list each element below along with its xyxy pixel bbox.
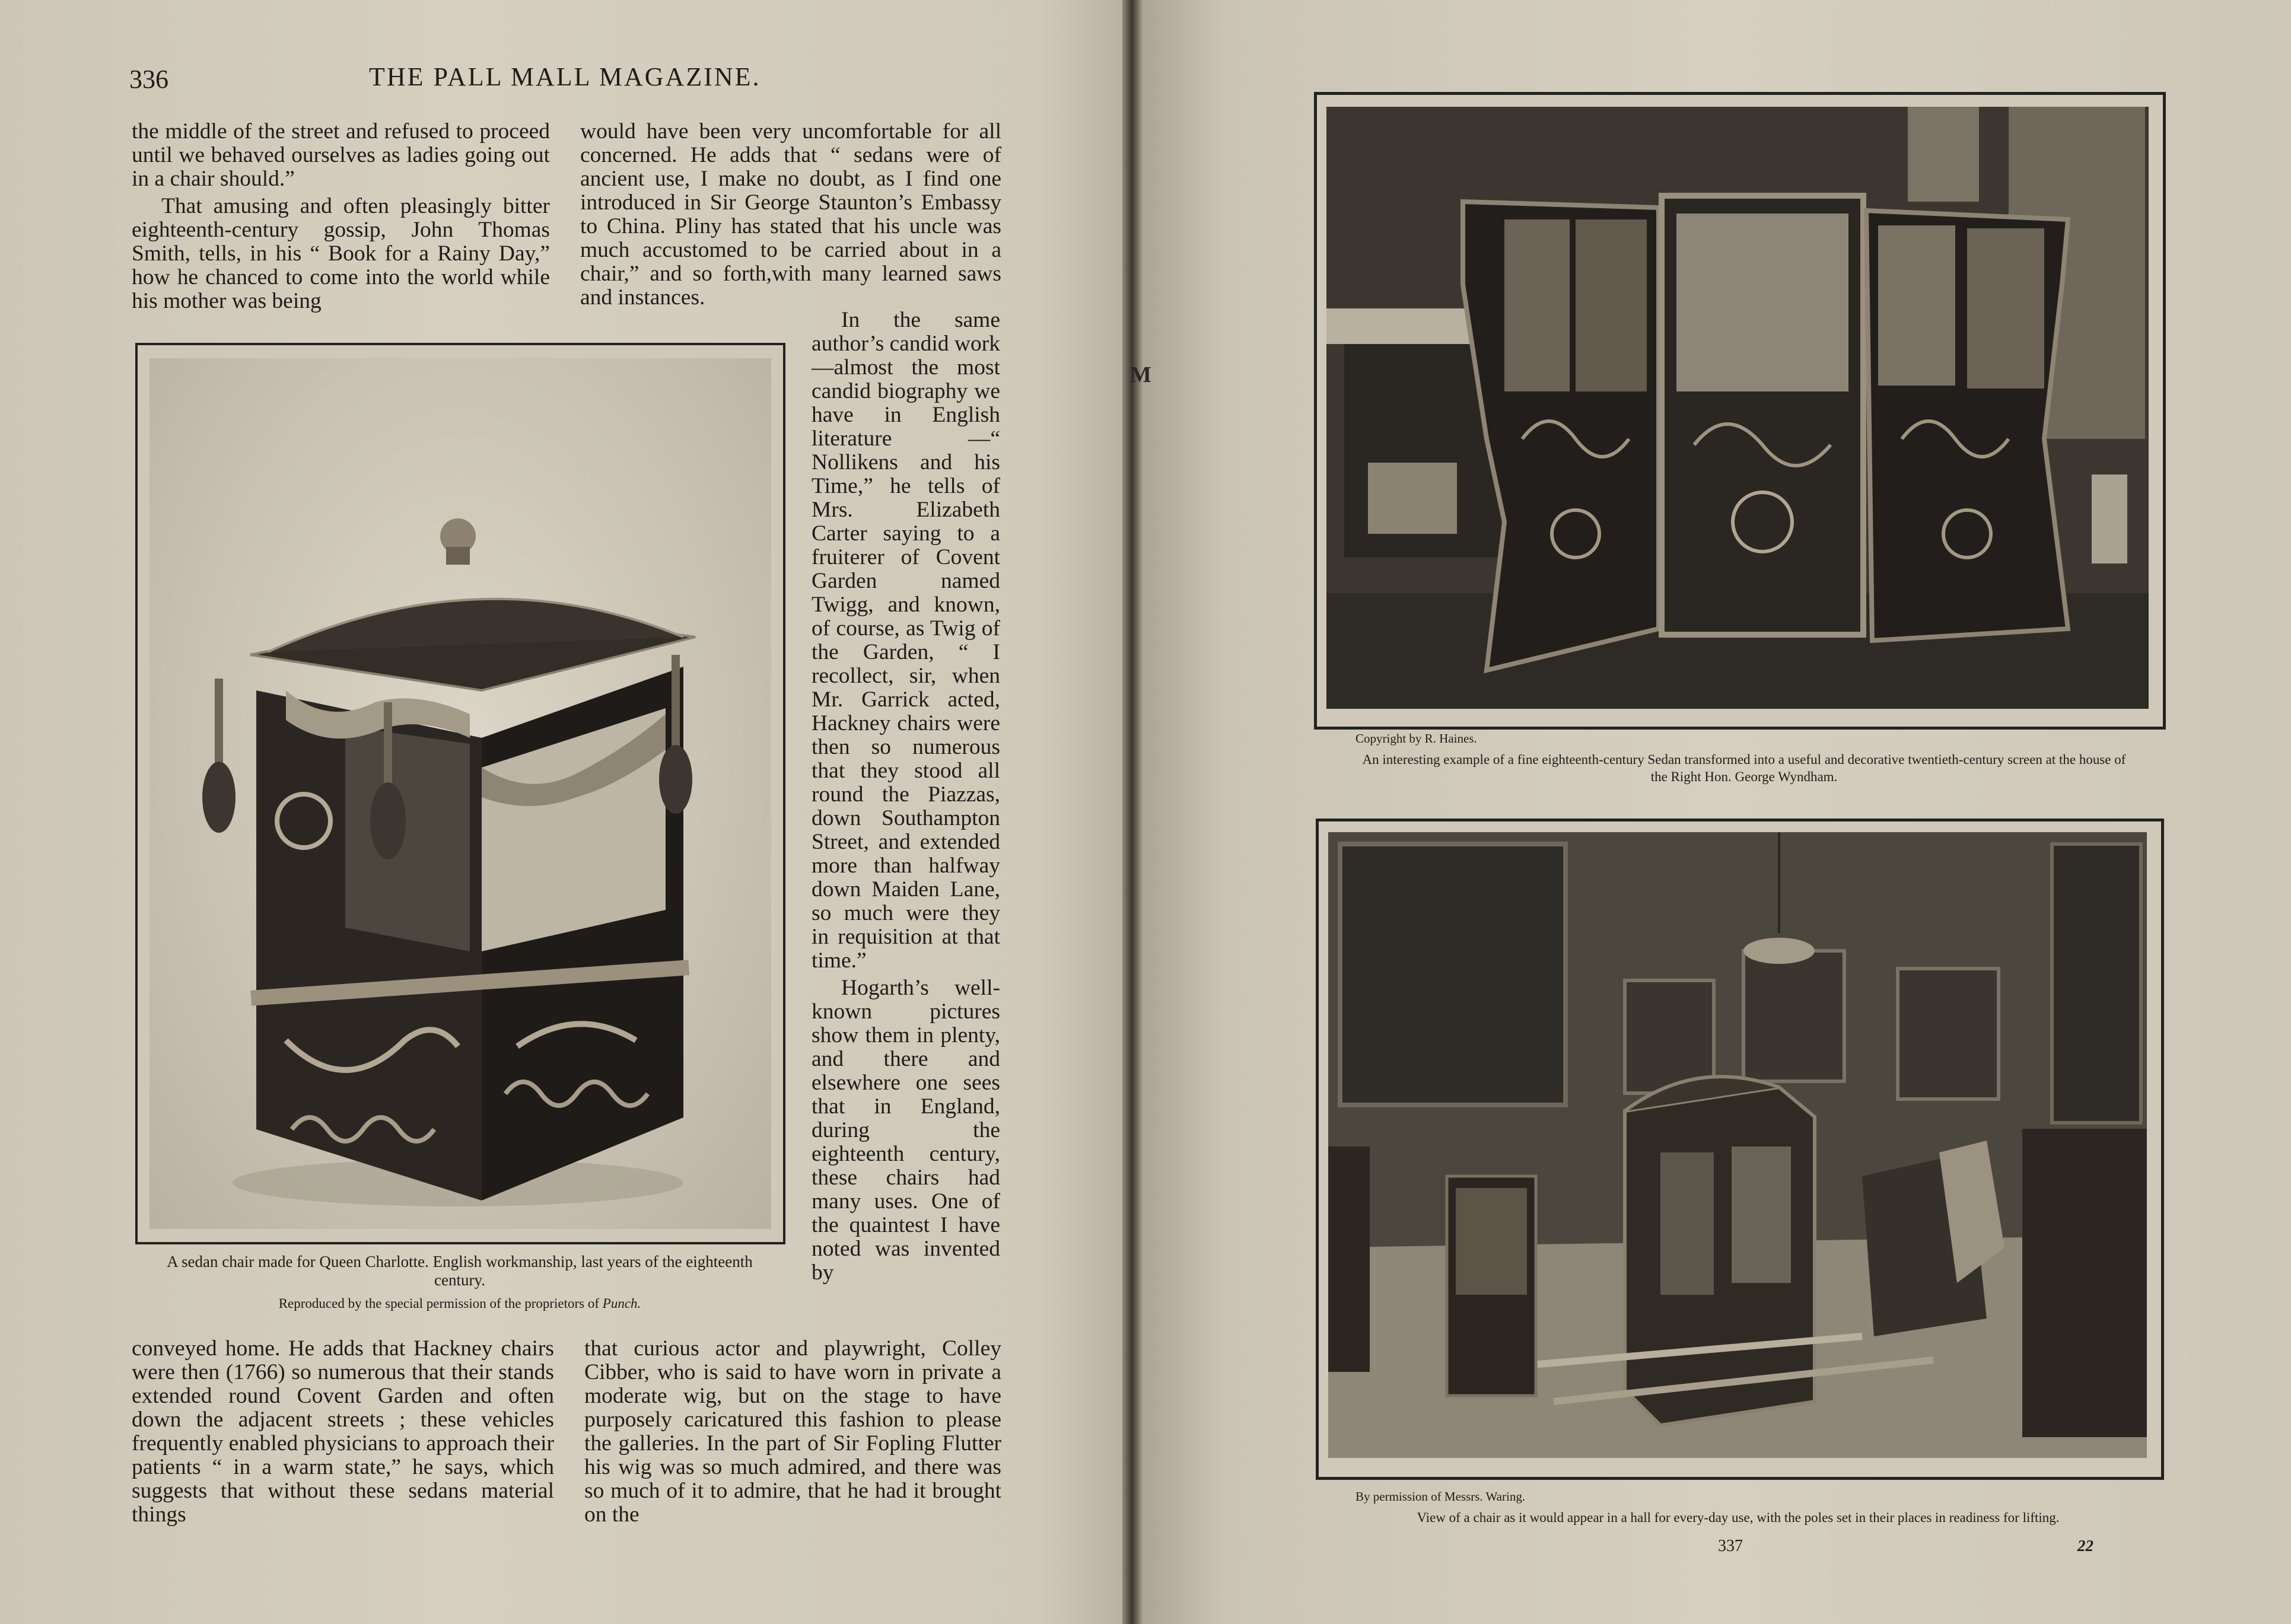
running-head: THE PALL MALL MAGAZINE. xyxy=(369,62,761,91)
credit-publication: Punch. xyxy=(602,1296,641,1311)
figure-credit-bottom-right: By permission of Messrs. Waring. xyxy=(1355,1489,1526,1504)
figure-credit-left xyxy=(178,1294,742,1313)
paragraph: In the same author’s candid work—almost the most candid biography we have in English literature —“ Nollikens and his Time,” he tells of Mrs. Elizabeth Carter saying to a fruiterer of Covent Garden named Twigg, and known, of course, as Twig of the Garden, “ I recollect, sir, when Mr. Garrick acted, Hackney chairs were then so numerous that they stood all round the Piazzas, down Southampton Street, and extended more than halfway down Maiden Lane, so much were they in requisition at that time.” xyxy=(812,308,1000,973)
paragraph: the middle of the street and refused to proceed until we behaved ourselves as ladies going out in a chair should.” xyxy=(132,119,550,191)
paragraph: would have been very uncomfortable for all concerned. He adds that “ sedans were of ancient use, I make no doubt, as I find one introduced in Sir George Staunton’s Embassy to China. Pliny has stated that his uncle was much accustomed to be carried about in a chair,” and so forth,with many learned saws and instances. xyxy=(580,119,1001,310)
hall-interior-plate xyxy=(1316,819,2164,1480)
page-number-right: 337 xyxy=(1718,1537,1743,1555)
hall-interior-photo xyxy=(1328,832,2147,1458)
book-gutter xyxy=(1122,0,1144,1624)
sedan-chair-plate xyxy=(135,343,785,1244)
sedan-screen-plate xyxy=(1314,92,2166,730)
text-column-d xyxy=(584,1337,1001,1530)
figure-credit-top-right: Copyright by R. Haines. xyxy=(1355,731,1477,746)
text-column-a xyxy=(132,120,550,317)
paragraph: that curious actor and playwright, Colley Cibber, who is said to have worn in private a moderate wig, but on the stage to have purposely caricatured this fashion to please the galleries. In the part of Sir Fopling Flutter his wig was so much admired, and there was so much of it to admire, that he had it brought on the xyxy=(584,1336,1001,1527)
figure-caption-left: A sedan chair made for Queen Charlotte. English workmanship, last years of the eighteenth century. xyxy=(167,1253,753,1289)
gutter-mark: M xyxy=(1130,362,1151,387)
sedan-screen-photo xyxy=(1326,107,2149,709)
text-column-narrow xyxy=(812,308,1000,1288)
text-column-c xyxy=(132,1337,554,1530)
paragraph: That amusing and often pleasingly bitter eighteenth-century gossip, John Thomas Smith, tells, in his “ Book for a Rainy Day,” how he chanced to come into the world while his mother was being xyxy=(132,194,550,313)
paragraph: Hogarth’s well-known pictures show them in plenty, and there and elsewhere one sees that in England, during the eighteenth century, these chairs had many uses. One of the quaintest I have noted was invented by xyxy=(812,976,1000,1285)
sedan-chair-photo xyxy=(149,358,771,1229)
text-column-b xyxy=(580,120,1001,313)
page-number-left: 336 xyxy=(129,65,168,94)
figure-caption-bottom-right: View of a chair as it would appear in a hall for every-day use, with the poles set in their places in readiness for lifting. xyxy=(1417,1510,2060,1525)
paragraph: conveyed home. He adds that Hackney chairs were then (1766) so numerous that their stands extended round Covent Garden and often down the adjacent streets ; these vehicles frequently enabled physicians to approach their patients “ in a warm state,” he says, which suggests that without these sedans material things xyxy=(132,1336,554,1527)
figure-caption-top-right: An interesting example of a fine eighteenth-century Sedan transformed into a useful and decorative twentieth-century screen at the house of the Right Hon. George Wyndham. xyxy=(1362,752,2126,784)
signature-mark: 22 xyxy=(2077,1537,2093,1555)
credit-text: Reproduced by the special permission of the proprietors of xyxy=(278,1296,600,1311)
